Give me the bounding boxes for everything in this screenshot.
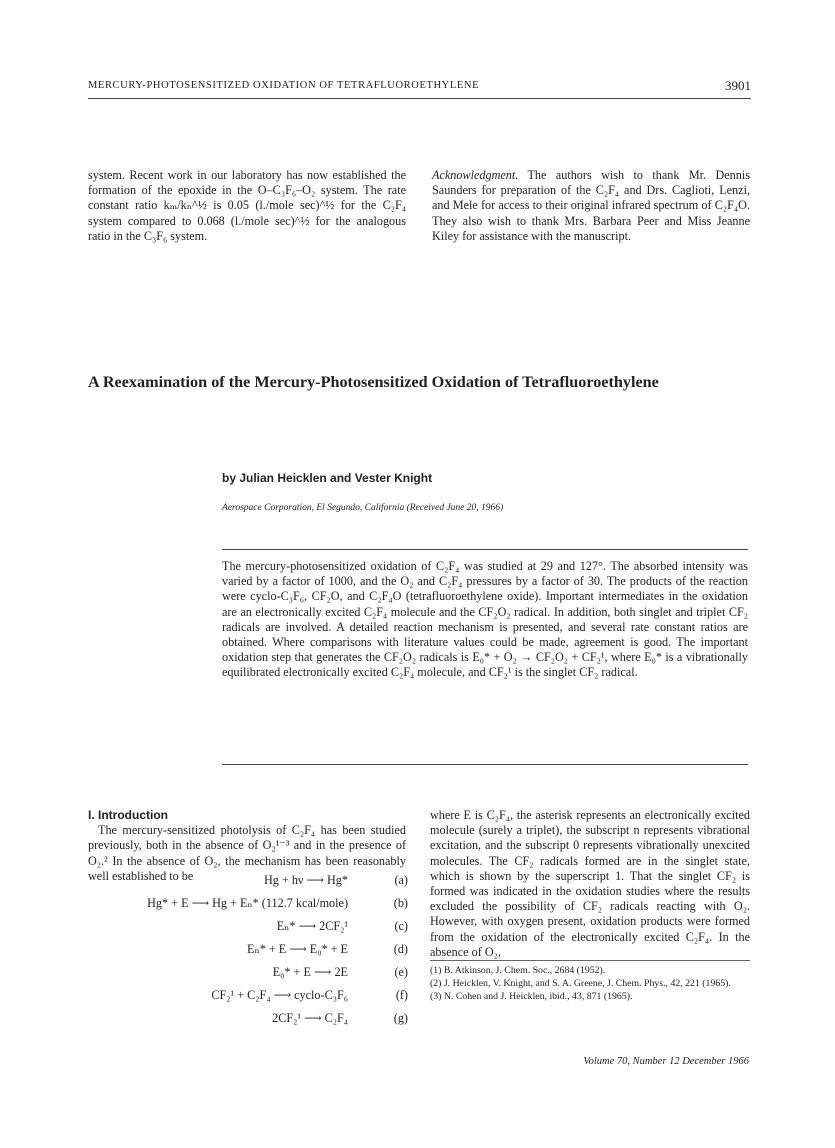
article-authors: by Julian Heicklen and Vester Knight bbox=[222, 471, 433, 485]
acknowledgment-text: The authors wish to thank Mr. Dennis Saunders for preparation of the C₂F₄ and Drs. Caglioti, Lenzi, and Mele for access to their original infrared spectrum of C₂F₄O. They also wish to thank Mrs. Barbara Peer and Miss Jeanne Kiley for assistance with the manuscript. bbox=[432, 168, 750, 243]
equation-row bbox=[88, 942, 408, 962]
equation-label: (e) bbox=[394, 965, 408, 979]
equation-label: (f) bbox=[395, 988, 408, 1002]
equation-label: (c) bbox=[394, 919, 408, 933]
top-left-column bbox=[88, 168, 406, 244]
equation-label: (b) bbox=[393, 896, 408, 910]
equation-row bbox=[88, 896, 408, 916]
abstract-bottom-rule bbox=[222, 764, 748, 765]
equation-label: (d) bbox=[393, 942, 408, 956]
equation-row bbox=[88, 988, 408, 1008]
acknowledgment-label: Acknowledgment. bbox=[432, 168, 519, 182]
equation-expression: Hg + hν ⟶ Hg* bbox=[263, 873, 348, 887]
equation-expression: Hg* + E ⟶ Hg + Eₙ* (112.7 kcal/mole) bbox=[147, 896, 348, 910]
abstract: The mercury-photosensitized oxidation of C₂F₄ was studied at 29 and 127°. The absorbed intensity was varied by a factor of 1000, and the O₂ and C₂F₄ pressures by a factor of 30. The products of the reaction were cyclo-C₃F₆, CF₂O, and C₂F₄O (tetrafluoroethylene oxide). Important intermediates in the oxidation are an electronically excited C₂F₄ molecule and the CF₂O₂ radical. In addition, both singlet and triplet CF₂ radicals are involved. A detailed reaction mechanism is presented, and several rate constant ratios are obtained. Where comparisons with literature values could be made, agreement is good. The important oxidation step that generates the CF₂O₂ radicals is E₀* + O₂ → CF₂O₂ + CF₂¹, where E₀* is a vibrationally equilibrated electronically excited C₂F₄ molecule, and CF₂¹ is the singlet CF₂ radical. bbox=[222, 559, 748, 680]
equation-row bbox=[88, 919, 408, 939]
equation-label: (g) bbox=[393, 1011, 408, 1025]
equation-expression: Eₙ* ⟶ 2CF₂¹ bbox=[276, 919, 348, 933]
article-affiliation: Aerospace Corporation, El Segundo, California (Received June 20, 1966) bbox=[222, 503, 504, 513]
equation-row bbox=[88, 873, 408, 893]
abstract-top-rule bbox=[222, 549, 748, 550]
header-rule bbox=[88, 98, 751, 99]
page-footer: Volume 70, Number 12 December 1966 bbox=[583, 1056, 749, 1067]
footnote-rule bbox=[430, 960, 750, 961]
equation-expression: E₀* + E ⟶ 2E bbox=[272, 965, 348, 979]
reference-item: (2) J. Heicklen, V. Knight, and S. A. Greene, J. Chem. Phys., 42, 221 (1965). bbox=[430, 978, 731, 989]
equation-expression: CF₂¹ + C₂F₄ ⟶ cyclo-C₃F₆ bbox=[211, 988, 348, 1002]
introduction-paragraph: The mercury-sensitized photolysis of C₂F₄ has been studied previously, both in the absence of O₂¹⁻³ and in the presence of O₂.² In the absence of O₂, the mechanism has been reasonably well established to be bbox=[88, 823, 406, 883]
reference-item: (3) N. Cohen and J. Heicklen, ibid., 43, 871 (1965). bbox=[430, 991, 633, 1002]
equation-label: (a) bbox=[394, 873, 408, 887]
article-title: A Reexamination of the Mercury-Photosensitized Oxidation of Tetrafluoroethylene bbox=[88, 373, 659, 391]
introduction-right-column bbox=[430, 808, 750, 960]
top-left-paragraph: system. Recent work in our laboratory has now established the formation of the epoxide in the O–C₃F₆–O₂ system. The rate constant ratio kₘ/kₙ^½ is 0.05 (l./mole sec)^½ for the C₂F₄ system compared to 0.068 (l./mole sec)^½ for the analogous ratio in the C₃F₆ system. bbox=[88, 168, 406, 243]
running-head-title: MERCURY-PHOTOSENSITIZED OXIDATION OF TETRAFLUOROETHYLENE bbox=[88, 80, 480, 91]
equation-row bbox=[88, 965, 408, 985]
acknowledgment-paragraph bbox=[432, 168, 750, 244]
references bbox=[430, 965, 750, 1004]
page-number: 3901 bbox=[725, 78, 751, 93]
equation-expression: Eₙ* + E ⟶ E₀* + E bbox=[247, 942, 348, 956]
reference-item: (1) B. Atkinson, J. Chem. Soc., 2684 (1952). bbox=[430, 965, 606, 976]
equation-expression: 2CF₂¹ ⟶ C₂F₄ bbox=[272, 1011, 348, 1025]
top-right-column bbox=[432, 168, 750, 244]
introduction-right-paragraph: where E is C₂F₄, the asterisk represents an electronically excited molecule (surely a triplet), the subscript n represents vibrational excitation, and the subscript 0 represents vibrationally unexcited molecules. The CF₂ radicals formed are in the singlet state, which is shown by the superscript 1. That the singlet CF₂ is formed was indicated in the oxidation studies where the results excluded the possibility of CF₂ radicals reacting with O₂. However, with oxygen present, oxidation products were formed from the oxidation of the electronically excited C₂F₄. In the absence of O₂, bbox=[430, 808, 750, 959]
running-head bbox=[88, 80, 751, 96]
equation-row bbox=[88, 1011, 408, 1031]
section-heading-introduction: I. Introduction bbox=[88, 808, 168, 822]
